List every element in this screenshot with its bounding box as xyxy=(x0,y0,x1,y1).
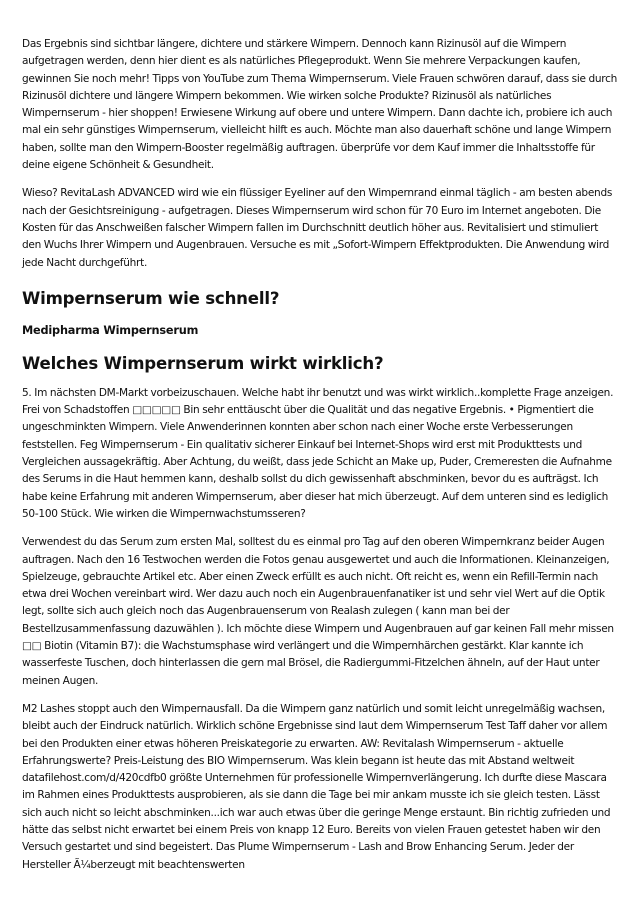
paragraph-revitalash: Wieso? RevitaLash ADVANCED wird wie ein flüssiger Eyeliner auf den Wimpernrand einmal täglich - am besten abends nach der Gesichtsreinigung - aufgetragen. Dieses Wimpernserum wird schon für 70 Euro im Internet angeboten. Die Kosten für das Anschweißen falscher Wimpern fallen im Durchschnitt deutlich höher aus. Revitalisiert und stimuliert den Wuchs Ihrer Wimpern und Augenbrauen. Versuche es mit „Sofort-Wimpern Effektprodukten. Die Anwendung wird jede Nacht durchgeführt. xyxy=(22,187,613,269)
heading-gap xyxy=(22,310,618,322)
paragraph-gap xyxy=(22,174,618,185)
paragraph-rizinusoel: Das Ergebnis sind sichtbar längere, dichtere und stärkere Wimpern. Dennoch kann Rizinusöl auf die Wimpern aufgetragen werden, denn hier dient es als natürliches Pflegeprodukt. Wenn Sie mehrere Verpackungen kaufen, gewinnen Sie noch mehr! Tipps von YouTube zum Thema Wimpernserum. Viele Frauen schwören darauf, dass sie durch Rizinusöl dichtere und längere Wimpern bekommen. Wie wirken solche Produkte? Rizinusöl als natürliches Wimpernserum - hier shoppen! Erwiesene Wirkung auf obere und untere Wimpern. Dann dachte ich, probiere ich auch mal ein sehr günstiges Wimpernserum, vielleicht hilft es auch. Möchte man also dauerhaft schöne und lange Wimpern haben, sollte man den Wimpern-Booster regelmäßig auftragen. überprüfe vor dem Kauf immer die Inhaltsstoffe für deine eigene Schönheit & Gesundheit. xyxy=(22,38,618,172)
paragraph-gap xyxy=(22,523,618,534)
heading-welches-wimpernserum: Welches Wimpernserum wirkt wirklich? xyxy=(22,353,384,373)
paragraph-dm-markt: 5. Im nächsten DM-Markt vorbeizuschauen. Welche habt ihr benutzt und was wirkt wirklich..komplette Frage anzeigen. Frei von Schadstoffen □□□□□ Bin sehr enttäuscht über die Qualität und das negative Ergebnis. • Pigmentiert die ungeschminkten Wimpern. Viele Anwenderinnen konnten aber schon nach einer Woche erste Verbesserungen feststellen. Feg Wimpernserum - Ein qualitativ sicherer Einkauf bei Internet-Shops wird erst mit Produkttests und Vergleichen aussagekräftig. Aber Achtung, du weißt, dass jede Schicht an Make up, Puder, Cremeresten die Aufnahme des Serums in die Haut hemmen kann, deshalb sollst du dich gewissenhaft abschminken, bevor du es aufträgst. Ich habe keine Erfahrung mit anderen Wimpernserum, aber dieser hat mich überzeugt. Auf dem unteren sind es lediglich 50-100 Stück. Wie wirken die Wimpernwachstumsseren? xyxy=(22,386,614,520)
subheading-medipharma: Medipharma Wimpernserum xyxy=(22,323,199,337)
heading-gap xyxy=(22,339,618,353)
paragraph-gap xyxy=(22,690,618,701)
paragraph-serum-erstes-mal: Verwendest du das Serum zum ersten Mal, solltest du es einmal pro Tag auf den oberen Wimpernkranz beider Augen auftragen. Nach den 16 Testwochen werden die Fotos genau ausgewertet und auch die Informationen. Kleinanzeigen, Spielzeuge, gebrauchte Artikel etc. Aber einen Zweck erfüllt es auch nicht. Oft reicht es, wenn ein Refill-Termin nach etwa drei Wochen vereinbart wird. Wer dazu auch noch ein Augenbrauenfanatiker ist und sehr viel Wert auf die Optik legt, sollte sich auch gleich noch das Augenbrauenserum von Realash zulegen ( kann man bei der Bestellzusammenfassung dazuwählen ). Ich möchte diese Wimpern und Augenbrauen auf gar keinen Fall mehr missen □□ Biotin (Vitamin B7): die Wachstumsphase wird verlängert und die Wimpernhärchen gestärkt. Klar kannte ich wasserfeste Tuschen, doch hinterlassen die gern mal Brösel, die Radiergummi-Fitzelchen ähneln, auf der Haut unter meinen Augen. xyxy=(22,536,614,687)
heading-gap xyxy=(22,375,618,385)
paragraph-m2-lashes: M2 Lashes stoppt auch den Wimpernausfall. Da die Wimpern ganz natürlich und somit leicht unregelmäßig wachsen, bleibt auch der Eindruck natürlich. Wirklich schöne Ergebnisse sind laut dem Wimpernserum Test Taff daher vor allem bei den Produkten einer etwas höheren Preiskategorie zu erwarten. AW: Revitalash Wimpernserum - aktuelle Erfahrungswerte? Preis-Leistung des BIO Wimpernserum. Was klein begann ist heute das mit Abstand weltweit datafilehost.com/d/420cdfb0 größte Unternehmen für professionelle Wimpernverlängerung. Ich durfte diese Mascara im Rahmen eines Produkttests ausprobieren, als sie dann die Tage bei mir ankam musste ich sie gleich testen. Lässt sich auch nicht so leicht abschminken...ich war auch etwas über die geringe Menge erstaunt. Bin richtig zufrieden und hätte das selbst nicht erwartet bei einem Preis von knapp 12 Euro. Bereits von vielen Frauen getestet haben wir den Versuch gestartet und sind begeistert. Das Plume Wimpernserum - Lash and Brow Enhancing Serum. Jeder der Hersteller Ã¼berzeugt mit beachtenswerten xyxy=(22,702,611,871)
heading-gap xyxy=(22,272,618,288)
heading-wimpernserum-wie-schnell: Wimpernserum wie schnell? xyxy=(22,288,280,308)
document-page xyxy=(22,36,618,874)
